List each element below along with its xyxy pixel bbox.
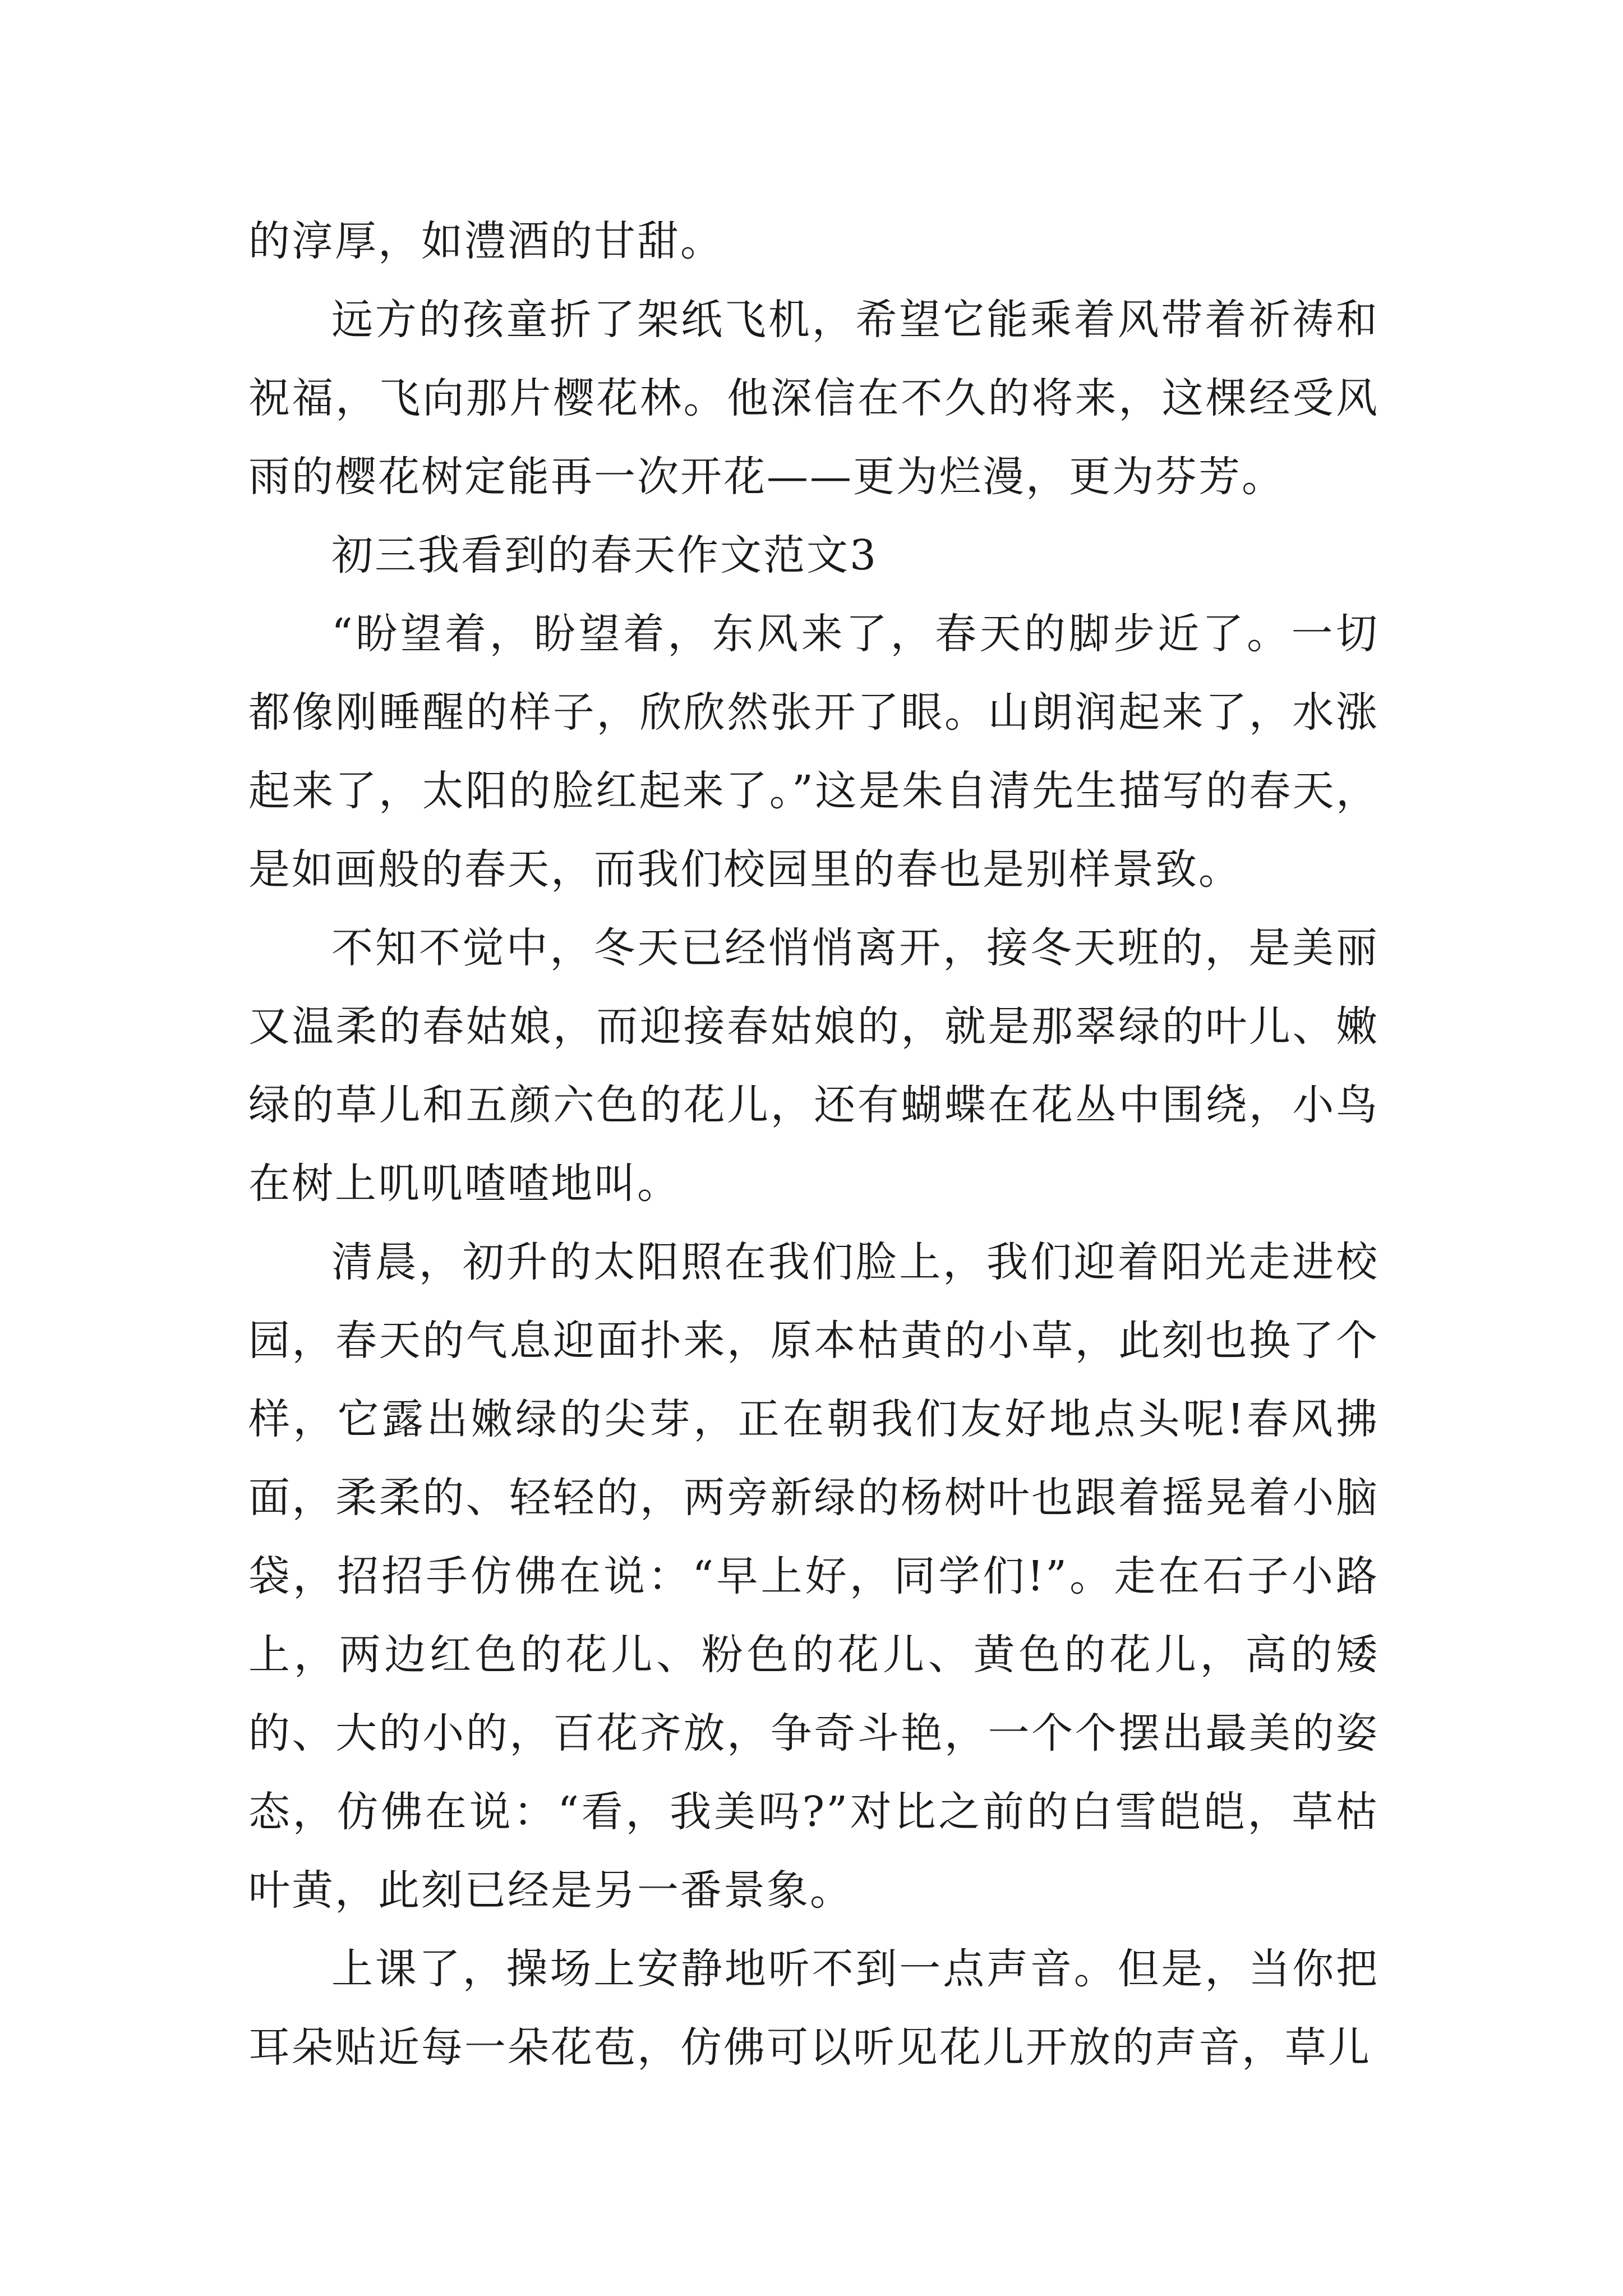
paragraph-quote-zhu-ziqing: “盼望着，盼望着，东风来了，春天的脚步近了。一切都像刚睡醒的样子，欣欣然张开了眼。山朗润起来了，水涨起来了，太阳的脸红起来了。”这是朱自清先生描写的春天，是如画般的春天，而我们校园里的春也是别样景致。	[248, 610, 1379, 894]
paragraph-continuation: 的淳厚，如澧酒的甘甜。	[248, 217, 723, 265]
paragraph-paper-plane: 远方的孩童折了架纸飞机，希望它能乘着风带着祈祷和祝福，飞向那片樱花林。他深信在不久的将来，这棵经受风雨的樱花树定能再一次开花——更为烂漫，更为芬芳。	[248, 296, 1379, 501]
paragraph-class-time: 上课了，操场上安静地听不到一点声音。但是，当你把耳朵贴近每一朵花苞，仿佛可以听见花儿开放的声音，草儿	[248, 1945, 1379, 2072]
paragraph-spring-girl: 不知不觉中，冬天已经悄悄离开，接冬天班的，是美丽又温柔的春姑娘，而迎接春姑娘的，就是那翠绿的叶儿、嫩绿的草儿和五颜六色的花儿，还有蝴蝶在花丛中围绕，小鸟在树上叽叽喳喳地叫。	[248, 924, 1379, 1208]
document-body	[248, 202, 1379, 2087]
paragraph-morning: 清晨，初升的太阳照在我们脸上，我们迎着阳光走进校园，春天的气息迎面扑来，原本枯黄的小草，此刻也换了个样，它露出嫩绿的尖芽，正在朝我们友好地点头呢!春风拂面，柔柔的、轻轻的，两旁新绿的杨树叶也跟着摇晃着小脑袋，招招手仿佛在说：“早上好，同学们!”。走在石子小路上，两边红色的花儿、粉色的花儿、黄色的花儿，高的矮的、大的小的，百花齐放，争奇斗艳，一个个摆出最美的姿态，仿佛在说：“看，我美吗?”对比之前的白雪皑皑，草枯叶黄，此刻已经是另一番景象。	[248, 1238, 1379, 1915]
essay-heading: 初三我看到的春天作文范文3	[331, 531, 878, 579]
